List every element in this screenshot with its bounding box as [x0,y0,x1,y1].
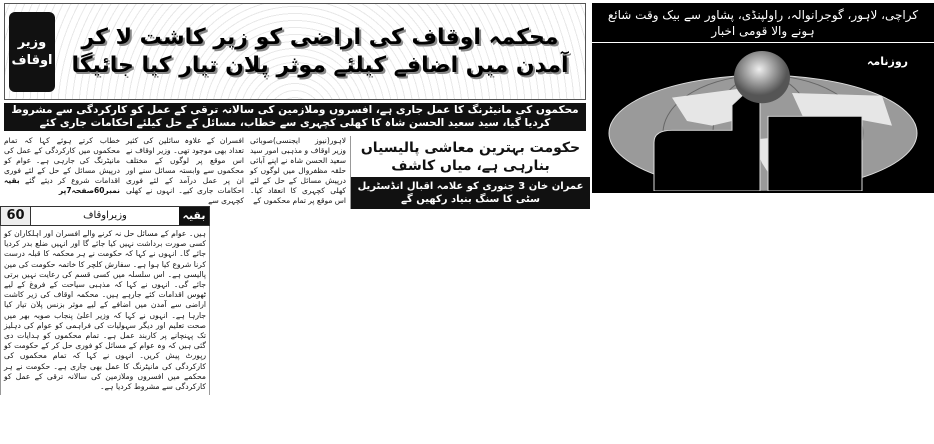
section-label: وزیر اوقاف [9,12,55,92]
article-column: لاہور(نیوز ایجنسی)صوبائی وزیر اوقاف و مذہبی امور سید سعید الحسن شاہ نے اپنے آبائی حلقہ مظفروال میں لوگوں کو درپیش مسائل کے حل کے لئے کھلی کچہری کا انعقاد کیا۔ اس موقع پر تمام محکموں کے [250,136,346,205]
article-column: افسران کے علاوہ سائلین کی کثیر تعداد بھی موجود تھی۔ وزیر اوقاف نے اس موقع پر لوگوں کے مختلف محکموں سے وابستہ مسائل سنے اور ان پر عمل درآمد کے لئے فوری احکامات جاری کیے۔ انہوں نے کھلی کچہری سے [126,136,244,205]
headline: محکمہ اوقاف کی اراضی کو زیر کاشت لا کر آمدن میں اضافے کیلئے موثر پلان تیار کیا جائیگا [71,24,569,78]
masthead-tagline: کراچی، لاہور، گوجرانوالہ، راولپنڈی، پشاور سے بیک وقت شائع ہونے والا قومی اخبار [592,3,934,43]
news-clipping [0,0,590,205]
continuation-body: ہیں۔ عوام کے مسائل حل نہ کرنے والے افسران اور اہلکاران کو کسی صورت برداشت نہیں کیا جائے گا اور انہیں ضلع بدر کردیا جائے گا۔ انہوں نے کہا کہ حکومت نے ہر محکمہ کا قبلہ درست کرنا شروع کیا ہوا ہے۔ سفارش کلچر کا خاتمہ حکومت کی مین پالیسی ہے۔ اس سلسلہ میں کسی قسم کی رعایت نہیں برتی جائے گی۔ انہوں نے کہا کہ مذہبی سیاحت کے فروغ کے لیے ٹھوس اقدامات کئے جارہے ہیں۔ محکمہ اوقاف کی زیر کاشت اراضی سے آمدن میں اضافے کے لیے موثر بزنس پلان تیار کیا جارہا ہے۔ انہوں نے کہا کہ وزیر اعلیٰ پنجاب صوبہ بھر میں صحت تعلیم اور دیگر سہولیات کی فراہمی کو عوام کی دہلیز تک پہنچانے پر کاربند عمل ہے۔ تمام محکموں کو ہدایات دی گئی ہیں کہ وہ عوام کے مسائل کو فوری حل کر کے حکومت کو رپورٹ پیش کریں۔ انہوں نے کہا کہ تمام محکموں کی کارکردگی کی مانیٹرنگ کا عمل بھی جاری ہے۔ حکومت نے ہر محکمے میں افسروں وملازمین کی سالانہ ترقی کے عمل کو کارکردگی سے مشروط کردیا ہے۔ [0,226,210,395]
side-headline: حکومت بہترین معاشی پالیسیاں بنارہی ہے، میاں کاشف [360,140,581,174]
article-column [4,136,120,196]
continuation-header [0,206,210,226]
continuation-number: 60 [1,207,31,225]
continuation-label: بقیہ [179,207,209,225]
continuation-box [0,206,210,395]
side-subheadline-bar: عمران خان 3 جنوری کو علامہ اقبال انڈسٹریل سٹی کا سنگ بنیاد رکھیں گے [351,177,590,209]
masthead-daily-label: روزنامہ [866,55,908,68]
headline-box [4,3,586,100]
jump-line: بقیہ نمبر60صفحہ7پر [4,176,120,195]
column-text: خطاب کرتے ہوئے کہا کہ تمام محکموں میں کارکردگی کے عمل کی مانیٹرنگ کی جارہی ہے۔ عوام کو درپیش مسائل کے حل کے لئے فوری اقدامات شروع کر دیئے گئے [4,136,120,185]
logo-letter-right [768,116,862,191]
continuation-title: وزیراوقاف [83,210,127,221]
subheadline-bar: محکموں کی مانیٹرنگ کا عمل جاری ہے، افسروں وملازمین کی سالانہ ترقی کے عمل کو کارکردگی سے مشروط کردیا گیا، سید سعید الحسن شاہ کا کھلی کچہری سے خطاب، مسائل کے حل کیلئے احکامات جاری کئے [4,103,586,131]
side-article [350,136,590,209]
globe-logo [592,51,934,191]
globe-sphere [734,51,790,103]
newspaper-masthead [592,3,934,193]
